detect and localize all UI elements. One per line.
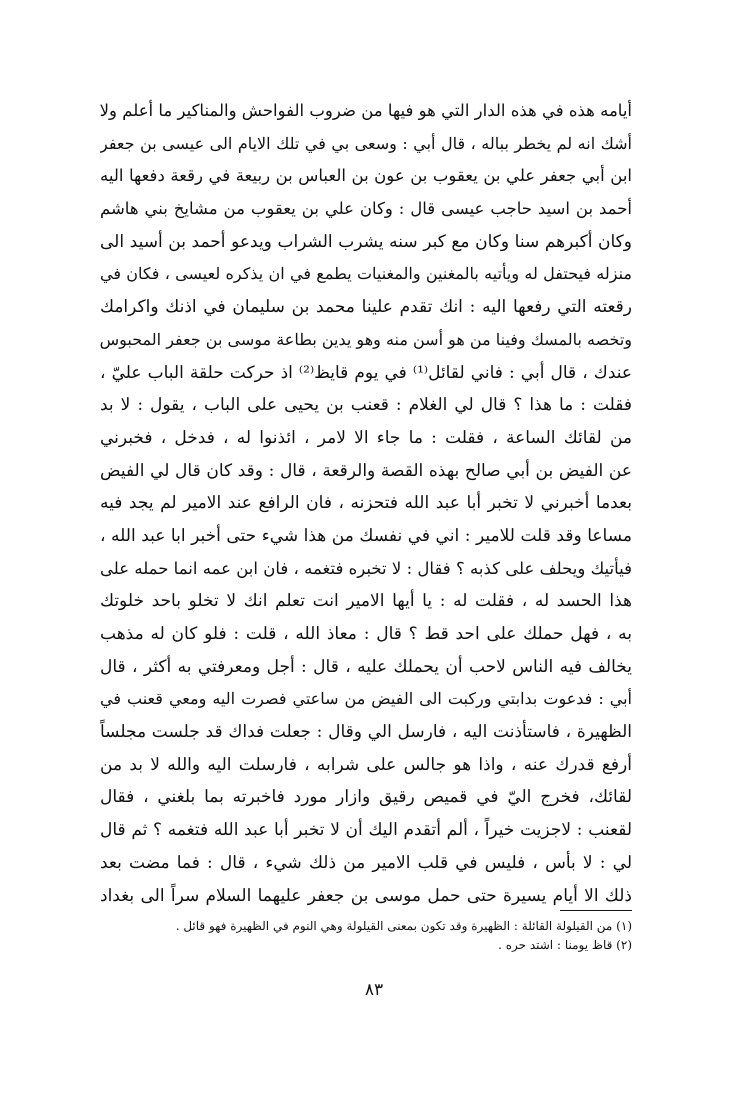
text-line: لقعنب : لاجزيت خيراً ، ألم أتقدم اليك أن لا تخبر أبا عبد الله فتغمه ؟ ثم قال [100, 820, 632, 841]
text-line: ابن أبي جعفر علي بن يعقوب بن عون بن العباس بن ربيعة في رقعة دفعها اليه [100, 166, 632, 186]
text-line: من لقائك الساعة ، فقلت : ما جاء الا لامر ، ائذنوا له ، فدخل ، فخبرني [100, 427, 632, 448]
text-line: أرفع قدرك عنه ، واذا هو جالس على شرابه ، فارسلت اليه والله لا بد من [100, 754, 632, 775]
text-line: رقعته التي رفعها اليه : انك تقدم علينا محمد بن سليمان في اذنك واكرامك [100, 297, 632, 318]
text-line: مساعا وقد قلت للامير : اني في نفسك من هذا شيء حتى أخبر ابا عبد الله ، [100, 525, 632, 546]
footnote-1: (١) من القيلولة القائلة : الظهيرة وقد تكون بمعنى القيلولة وهي النوم في الظهيرة فهو قائل . [175, 919, 632, 933]
footnote-2: (٢) قاظ يومنا : اشتد حره . [498, 938, 632, 952]
text-line: لي : لا بأس ، فليس في قلب الامير من ذلك شيء ، قال : فما مضت بعد [100, 852, 632, 873]
text-line: وتخصه بالمسك وفينا من هو أسن منه وهو يدين بطاعة موسى بن جعفر المحبوس [100, 329, 632, 349]
text-line: به ، فهل حملك على احد قط ؟ قال : معاذ الله ، قلت : فلو كان له مذهب [100, 624, 632, 644]
text-line: منزله فيحتفل له ويأتيه بالمغنين والمغنيات يطمع في ان يذكره لعيسى ، فكان في [100, 264, 632, 284]
footnote-divider [560, 910, 632, 911]
text-line: أشك انه لم يخطر بباله ، قال أبي : وسعى بي في تلك الايام الى عيسى بن جعفر [100, 133, 632, 153]
main-text [100, 95, 632, 912]
text-line: عندك ، قال أبي : فاني لقائل⁽¹⁾ في يوم قايظ⁽²⁾ اذ حركت حلقة الباب عليّ ، [100, 362, 632, 383]
footnotes [150, 917, 632, 955]
text-line: فيأتيك ويحلف على كذبه ؟ فقال : لا تخبره فتغمه ، فان ابن عمه انما حمله على [100, 558, 632, 578]
text-line: هذا الحسد له ، فقلت له : يا أيها الامير انت تعلم انك لا تخلو باحد خلوتك [100, 591, 632, 612]
text-line: فقلت : ما هذا ؟ قال لي الغلام : قعنب بن يحيى على الباب ، يقول : لا بد [100, 395, 632, 416]
text-line: أبي : فدعوت بدابتي وركبت الى الفيض من ساعتي فصرت اليه ومعي قعنب في [100, 689, 632, 709]
text-line: أحمد بن اسيد حاجب عيسى قال : وكان علي بن يعقوب من مشايخ بني هاشم [100, 199, 632, 219]
text-line: لقائك، فخرج اليّ في قميص رقيق وازار مورد فاخبرته بما بلغني ، فقال [100, 787, 632, 808]
text-line: ذلك الا أيام يسيرة حتى حمل موسى بن جعفر عليهما السلام سراً الى بغداد [100, 885, 632, 906]
page-number: ٨٣ [364, 980, 384, 1000]
text-line: عن الفيض بن أبي صالح بهذه القصة والرقعة ، قال : وقد كان قال لي الفيض [100, 460, 632, 481]
text-line: الظهيرة ، فاستأذنت اليه ، فارسل الي وقال : جعلت فداك قد جلست مجلساً [100, 722, 632, 743]
text-line: يخالف فيه الناس لاحب أن يحملك عليه ، قال : أجل ومعرفتي به أكثر ، قال [100, 656, 632, 677]
text-line: وكان أكبرهم سنا وكان مع كبر سنه يشرب الشراب ويدعو أحمد بن أسيد الى [100, 231, 632, 252]
text-line: أيامه هذه في هذه الدار التي هو فيها من ضروب الفواحش والمناكير ما أعلم ولا [100, 101, 632, 120]
text-line: بعدما أخبرني لا تخبر أبا عبد الله فتحزنه ، فان الرافع عند الامير لم يجد فيه [100, 493, 632, 514]
